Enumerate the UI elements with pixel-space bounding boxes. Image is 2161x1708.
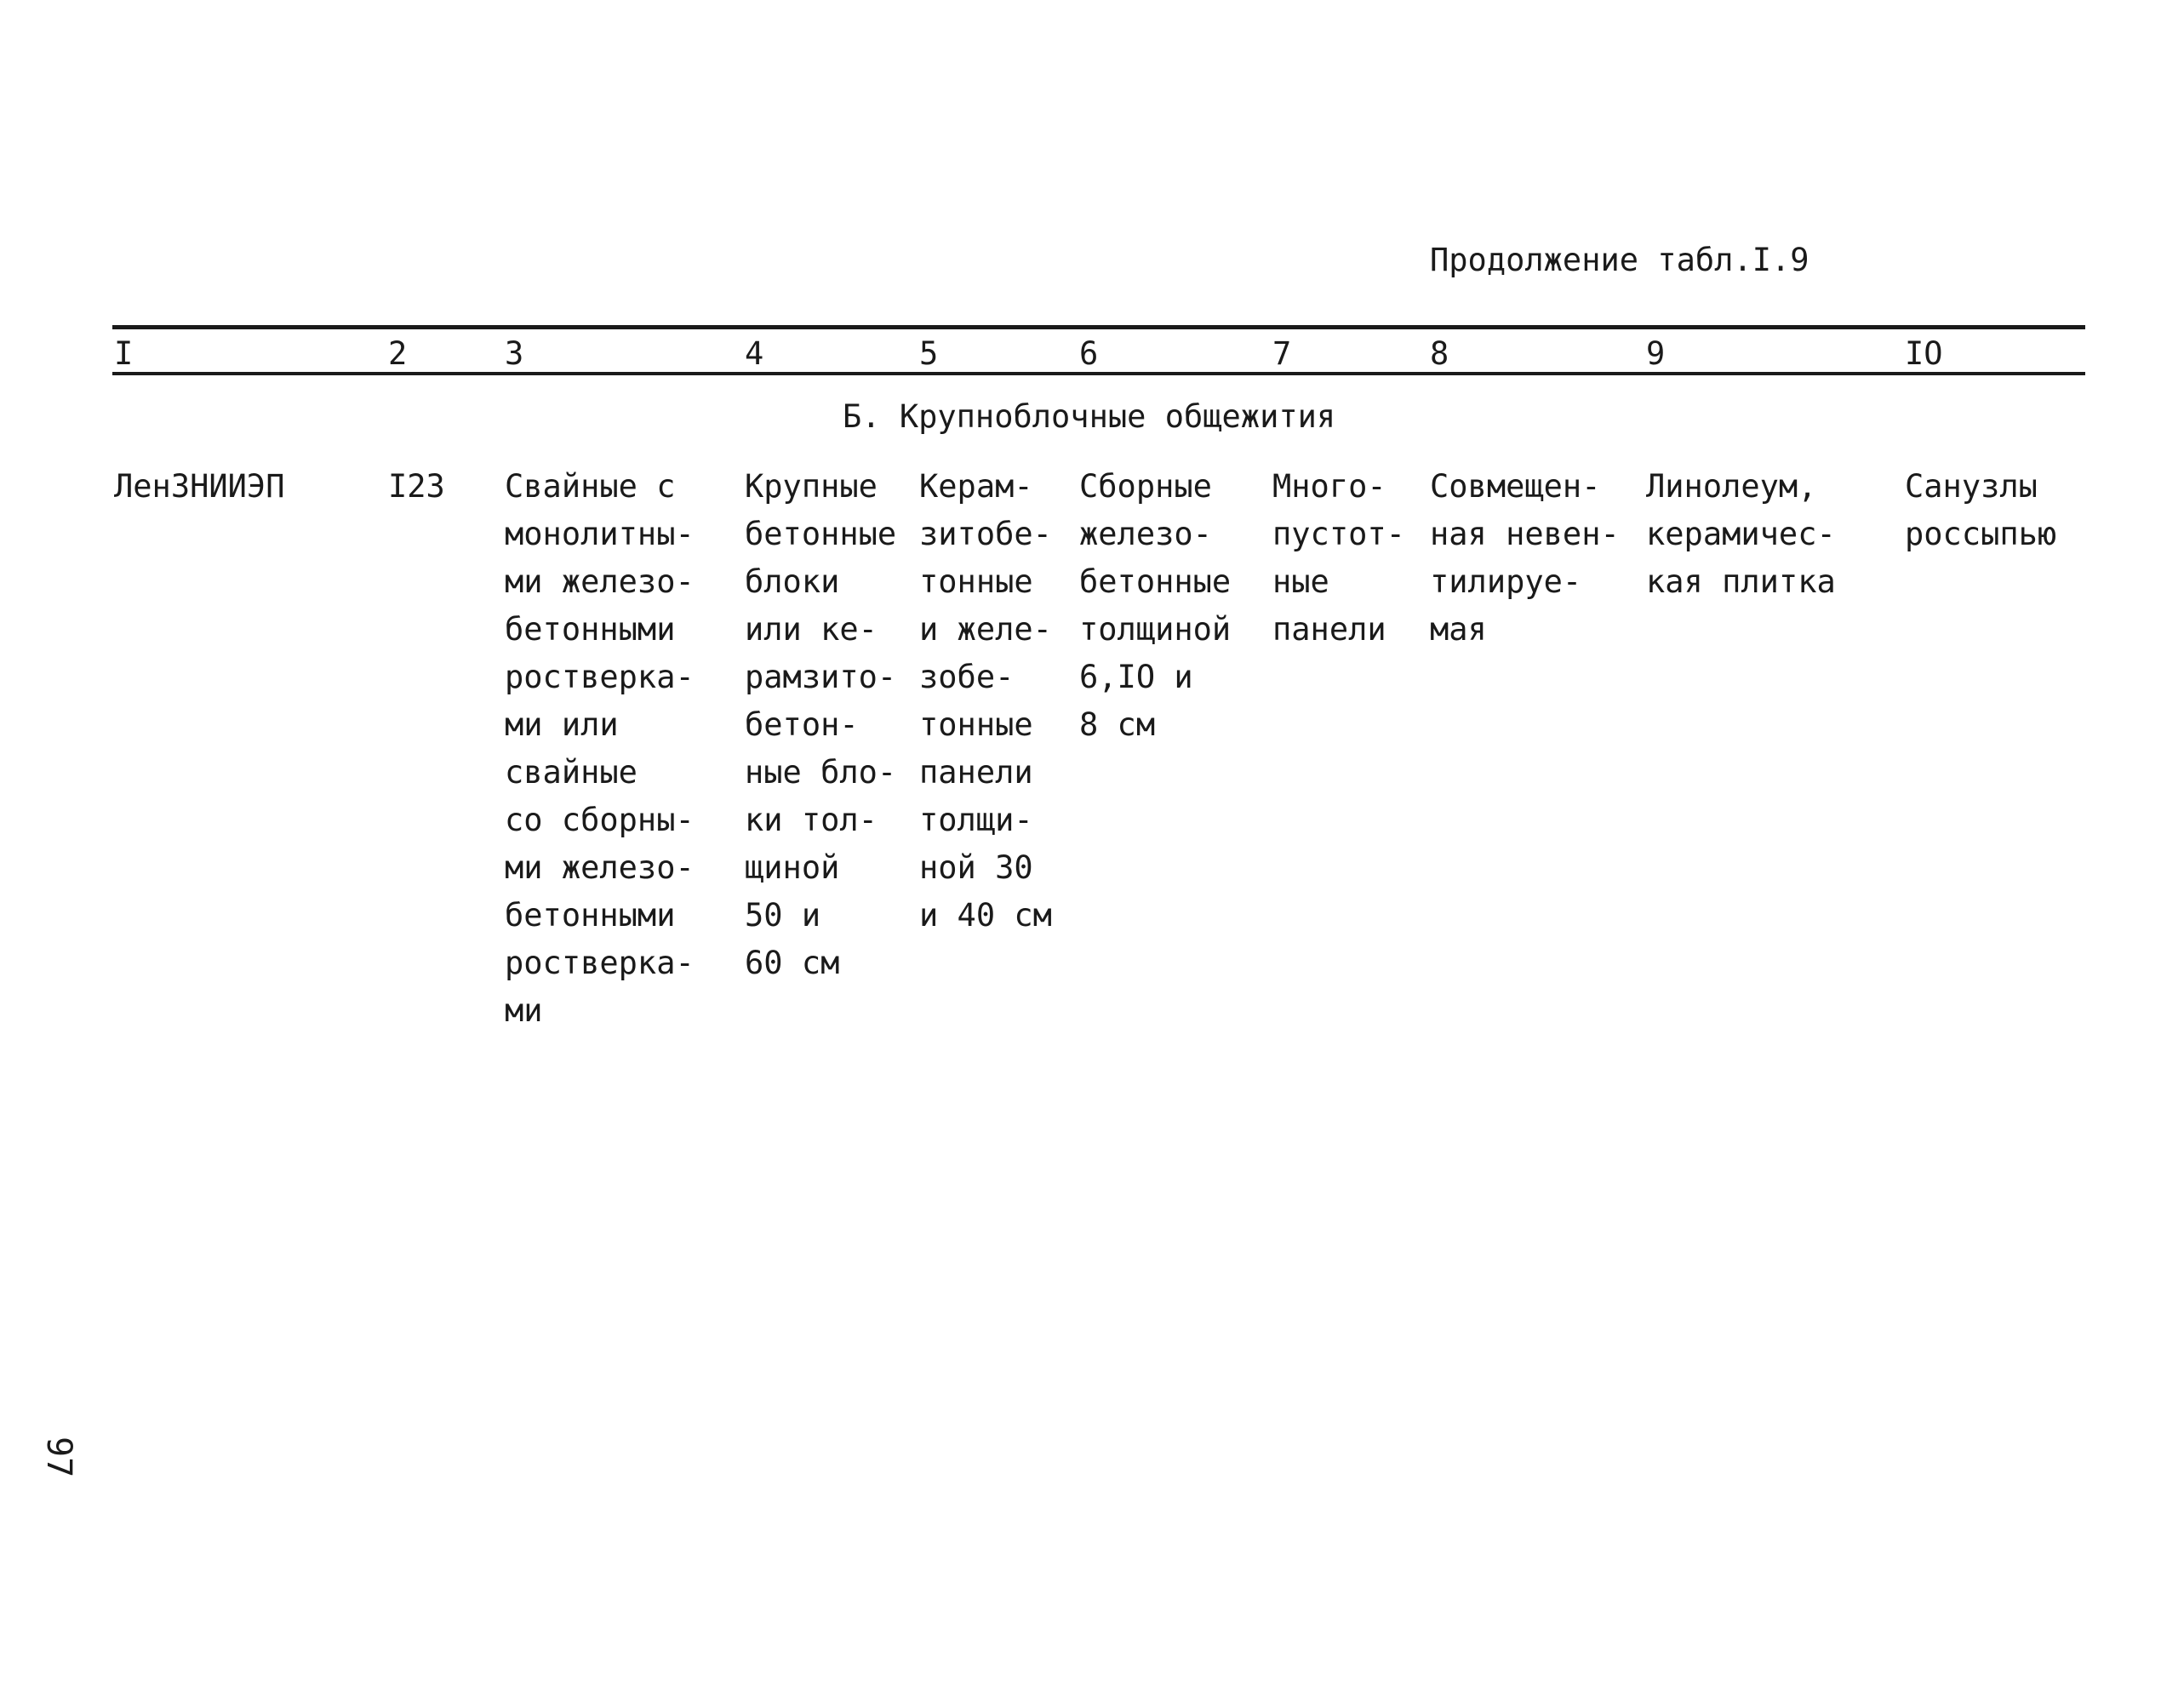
cell-line: толщиной <box>1079 611 1232 648</box>
column-number-9: 9 <box>1646 335 1666 372</box>
cell-line: ми или <box>505 706 619 743</box>
cell-panels <box>919 463 1052 940</box>
cell-line: щиной <box>745 849 840 886</box>
column-number-10: IO <box>1905 335 1943 372</box>
column-number-4: 4 <box>745 335 764 372</box>
table-rule-bottom <box>112 372 2085 375</box>
table-rule-top <box>112 325 2085 329</box>
cell-line: ми <box>505 992 543 1029</box>
cell-line: тонные <box>919 706 1033 743</box>
cell-flooring <box>1646 463 1836 606</box>
cell-partitions <box>1079 463 1231 749</box>
cell-line: монолитны- <box>505 516 695 552</box>
column-number-1: I <box>114 335 134 372</box>
cell-line: россыпью <box>1905 516 2057 552</box>
column-number-7: 7 <box>1272 335 1292 372</box>
cell-line: бетонные <box>745 516 897 552</box>
column-number-8: 8 <box>1430 335 1449 372</box>
cell-line: блоки <box>745 563 840 600</box>
page-heading: Продолжение табл.I.9 <box>1430 242 1809 278</box>
cell-line: Свайные с <box>505 468 676 505</box>
cell-line: Линолеум, <box>1646 468 1817 505</box>
column-number-3: 3 <box>505 335 524 372</box>
cell-line: 50 и <box>745 897 821 934</box>
cell-floors <box>1272 463 1405 654</box>
cell-line: ми железо- <box>505 563 695 600</box>
cell-line: Крупные <box>745 468 878 505</box>
cell-line: бетонными <box>505 611 676 648</box>
cell-line: ми железо- <box>505 849 695 886</box>
cell-line: ростверка- <box>505 945 695 981</box>
cell-line: Санузлы <box>1905 468 2038 505</box>
cell-organization: ЛенЗНИИЭП <box>114 468 285 505</box>
cell-line: тилируе- <box>1430 563 1582 600</box>
column-number-5: 5 <box>919 335 939 372</box>
cell-line: со сборны- <box>505 802 695 838</box>
cell-line: Совмещен- <box>1430 468 1601 505</box>
cell-line: толщи- <box>919 802 1033 838</box>
page-number: 97 <box>39 1437 78 1478</box>
cell-line: зитобе- <box>919 516 1052 552</box>
cell-line: ная невен- <box>1430 516 1620 552</box>
cell-line: пустот- <box>1272 516 1405 552</box>
cell-line: ки тол- <box>745 802 878 838</box>
cell-sanitary <box>1905 463 2056 558</box>
cell-line: Много- <box>1272 468 1386 505</box>
cell-line: мая <box>1430 611 1487 648</box>
column-number-2: 2 <box>388 335 408 372</box>
cell-line: бетонные <box>1079 563 1232 600</box>
cell-line: ные <box>1272 563 1329 600</box>
cell-series: I23 <box>388 468 445 505</box>
section-title: Б. Крупноблочные общежития <box>843 398 1336 435</box>
cell-line: тонные <box>919 563 1033 600</box>
cell-line: панели <box>919 754 1033 791</box>
cell-line: кая плитка <box>1646 563 1836 600</box>
cell-roof <box>1430 463 1620 654</box>
cell-line: рамзито- <box>745 659 897 695</box>
cell-line: панели <box>1272 611 1386 648</box>
cell-walls <box>745 463 896 987</box>
cell-line: и 40 см <box>919 897 1052 934</box>
cell-line: керамичес- <box>1646 516 1836 552</box>
cell-line: свайные <box>505 754 637 791</box>
cell-line: зобе- <box>919 659 1015 695</box>
cell-foundations <box>505 463 695 1035</box>
column-number-6: 6 <box>1079 335 1099 372</box>
cell-line: и желе- <box>919 611 1052 648</box>
cell-line: ростверка- <box>505 659 695 695</box>
cell-line: 8 см <box>1079 706 1156 743</box>
cell-line: бетонными <box>505 897 676 934</box>
cell-line: или ке- <box>745 611 878 648</box>
cell-line: Сборные <box>1079 468 1212 505</box>
cell-line: 60 см <box>745 945 840 981</box>
cell-line: Керам- <box>919 468 1033 505</box>
cell-line: 6,IO и <box>1079 659 1193 695</box>
cell-line: бетон- <box>745 706 859 743</box>
cell-line: ной 30 <box>919 849 1033 886</box>
cell-line: железо- <box>1079 516 1212 552</box>
cell-line: ные бло- <box>745 754 897 791</box>
